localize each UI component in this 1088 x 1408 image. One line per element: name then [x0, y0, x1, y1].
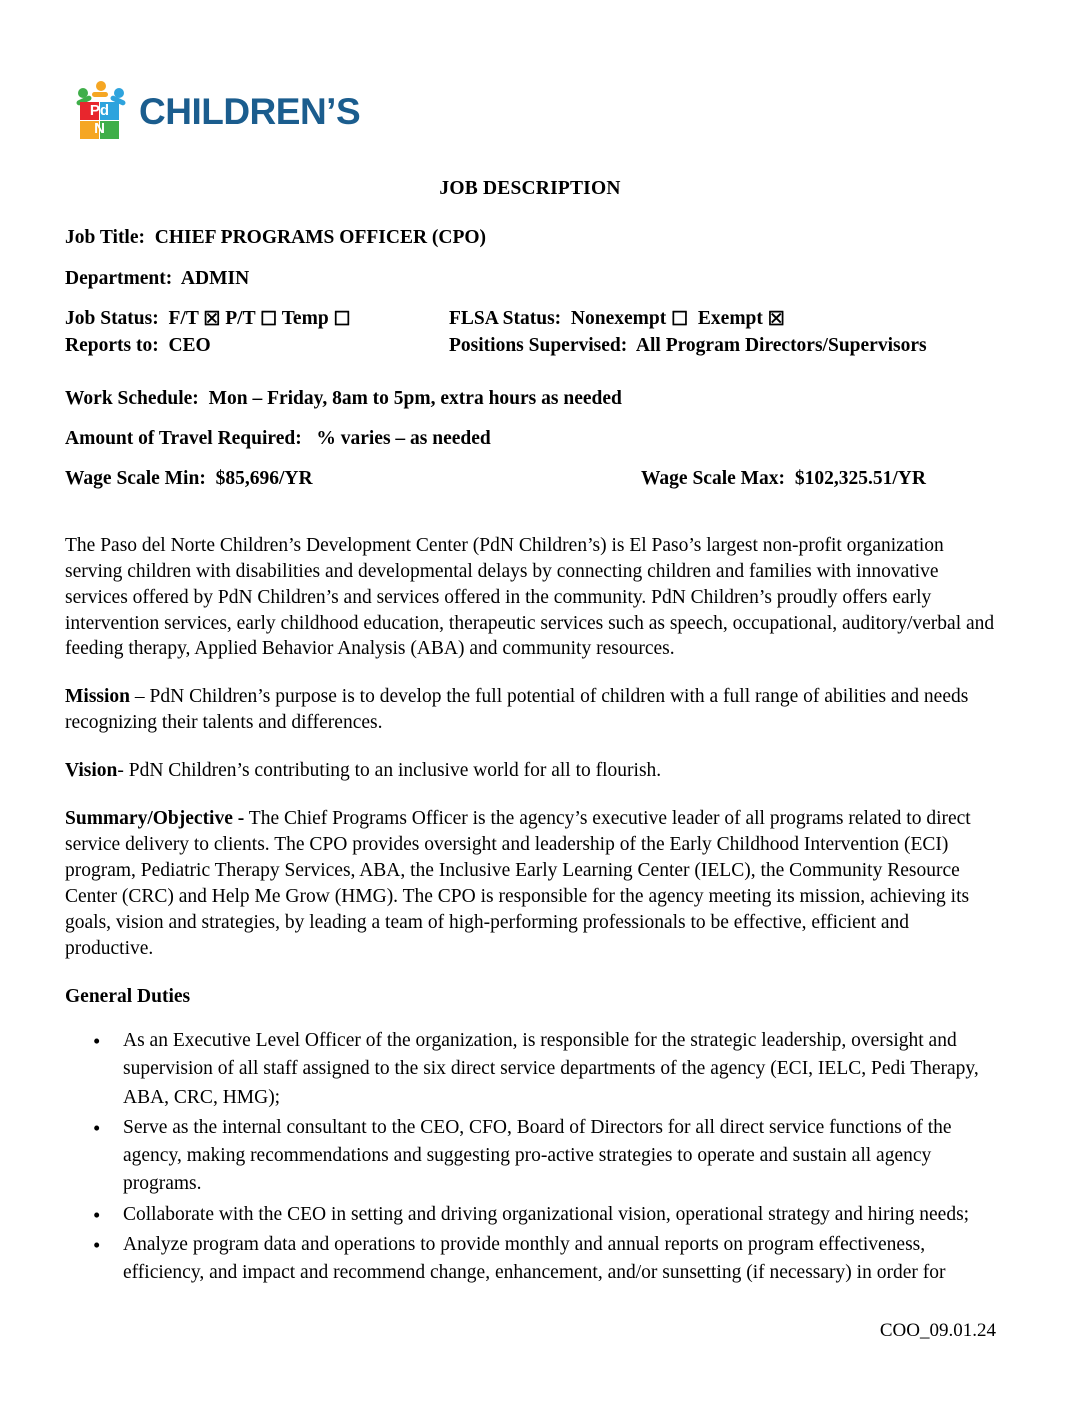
general-duties-heading: General Duties — [65, 985, 191, 1007]
job-status-pt-checkbox[interactable]: ☐ — [260, 309, 278, 331]
reports-to-row — [65, 333, 995, 358]
children-figures-icon — [76, 80, 126, 104]
work-schedule-value: Mon – Friday, 8am to 5pm, extra hours as needed — [208, 387, 622, 409]
summary-text: The Chief Programs Officer is the agency’s executive leader of all programs related to direct service delivery to clients. The CPO provides oversight and leadership of the Early Childhood Intervention (ECI) program, Pediatric Therapy Services, ABA, the Inclusive Early Learning Center (IELC), the Community Resource Center (CRC) and Help Me Grow (HMG). The CPO is responsible for the agency meeting its mission, achieving its goals, vision and strategies, by leading a team of high-performing professionals to be effective, efficient and productive. — [65, 808, 971, 959]
mission-paragraph — [65, 684, 995, 736]
job-status-pt-label: P/T — [225, 308, 256, 330]
document-title: JOB DESCRIPTION — [439, 178, 621, 199]
travel-label: Amount of Travel Required: — [65, 428, 302, 450]
logo-wordmark: CHILDREN’S — [139, 90, 361, 132]
list-item: • Serve as the internal consultant to the CEO, CFO, Board of Directors for all direct service functions of the agency, making recommendations and suggesting pro-active strategies to operate and sustain all agency programs. — [65, 1114, 995, 1199]
job-title-value: CHIEF PROGRAMS OFFICER (CPO) — [154, 227, 487, 249]
job-title-label: Job Title: — [65, 227, 145, 249]
list-item: • Collaborate with the CEO in setting and driving organizational vision, operational strategy and hiring needs; — [65, 1201, 995, 1229]
flsa-exempt-checkbox[interactable]: ☒ — [767, 309, 785, 331]
logo-cube-icon — [80, 102, 120, 140]
logo-cube-letter-n: N — [94, 120, 105, 137]
reports-to-label: Reports to: — [65, 335, 159, 357]
vision-paragraph — [65, 758, 995, 784]
mission-label: Mission — [65, 686, 131, 708]
summary-label: Summary/Objective - — [65, 808, 245, 830]
organization-logo — [72, 78, 360, 144]
list-item: • As an Executive Level Officer of the organization, is responsible for the strategic leadership, oversight and supervision of all staff assigned to the six direct service departments of the agency (ECI, IELC, Pedi Therapy, ABA, CRC, HMG); — [65, 1027, 995, 1112]
summary-paragraph — [65, 806, 995, 962]
job-status-ft-label: F/T — [168, 308, 199, 330]
job-status-label: Job Status: — [65, 308, 159, 330]
mission-text: – PdN Children’s purpose is to develop the full potential of children with a full range of abilities and needs recognizing their talents and differences. — [65, 686, 969, 734]
flsa-nonexempt-checkbox[interactable]: ☐ — [671, 309, 689, 331]
wage-min-value: $85,696/YR — [215, 468, 313, 490]
department-label: Department: — [65, 267, 173, 289]
travel-row — [65, 426, 995, 451]
work-schedule-label: Work Schedule: — [65, 387, 199, 409]
reports-to-value: CEO — [168, 335, 211, 357]
positions-supervised-value: All Program Directors/Supervisors — [635, 335, 927, 357]
department-row — [65, 266, 995, 291]
vision-label: Vision — [65, 760, 118, 782]
document-footer: COO_09.01.24 — [879, 1320, 996, 1341]
document-body — [65, 176, 995, 1289]
intro-paragraph: The Paso del Norte Children’s Development Center (PdN Children’s) is El Paso’s largest non-profit organization serving children with disabilities and developmental delays by connecting children and families with innovative services offered by PdN Children’s and services offered in the community. PdN Children’s proudly offers early intervention services, early childhood education, therapeutic services such as speech, occupational, auditory/verbal and feeding therapy, Applied Behavior Analysis (ABA) and community resources. — [65, 534, 995, 660]
logo-cube-letter-pd: Pd — [89, 102, 110, 119]
department-value: ADMIN — [180, 267, 250, 289]
work-schedule-row — [65, 386, 995, 411]
flsa-exempt-label: Exempt — [697, 308, 763, 330]
positions-supervised-label: Positions Supervised: — [449, 335, 628, 357]
job-status-temp-label: Temp — [281, 308, 329, 330]
vision-text: - PdN Children’s contributing to an inclusive world for all to flourish. — [117, 760, 662, 782]
flsa-nonexempt-label: Nonexempt — [570, 308, 667, 330]
wage-row — [65, 466, 995, 491]
logo-mark-icon — [72, 80, 130, 142]
wage-max-label: Wage Scale Max: — [641, 468, 786, 490]
general-duties-list — [65, 1027, 995, 1287]
flsa-status-label: FLSA Status: — [449, 308, 562, 330]
list-item: • Analyze program data and operations to provide monthly and annual reports on program effectiveness, efficiency, and impact and recommend change, enhancement, and/or sunsetting (if necessary) in order for — [65, 1231, 995, 1288]
job-status-row — [65, 306, 995, 331]
travel-value: % varies – as needed — [316, 428, 491, 450]
job-title-row — [65, 225, 995, 250]
job-status-ft-checkbox[interactable]: ☒ — [203, 309, 221, 331]
job-status-temp-checkbox[interactable]: ☐ — [333, 309, 351, 331]
wage-max-value: $102,325.51/YR — [794, 468, 926, 490]
wage-min-label: Wage Scale Min: — [65, 468, 206, 490]
